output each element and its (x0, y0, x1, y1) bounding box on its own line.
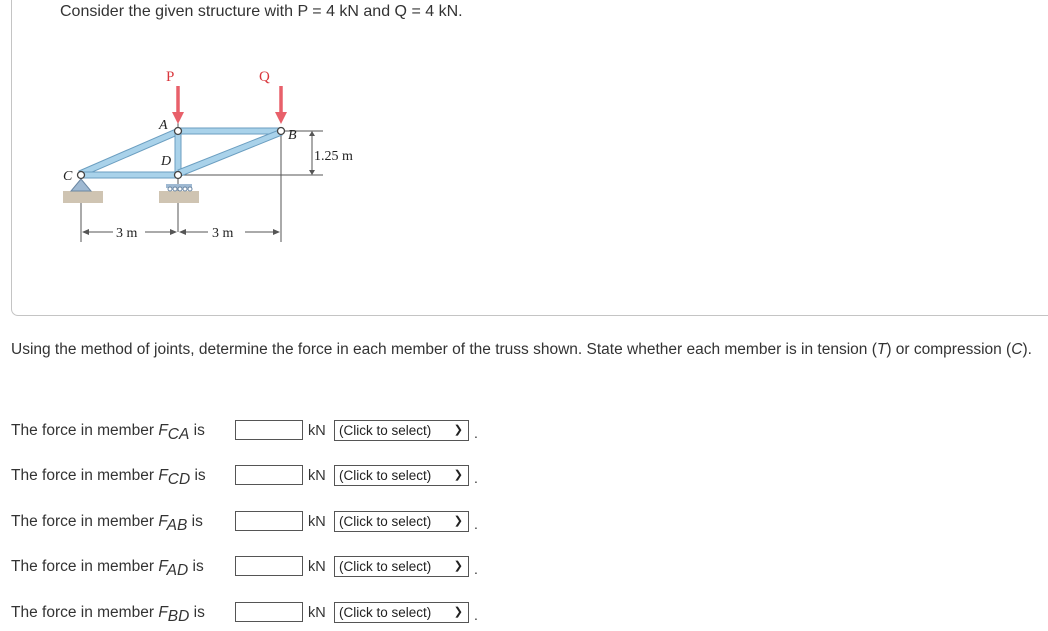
dim-arrowhead (309, 131, 315, 136)
joint-b-label: B (288, 128, 297, 143)
unit-label: kN (308, 423, 326, 439)
force-input-ad[interactable] (235, 556, 303, 576)
load-q-label: Q (259, 69, 270, 85)
question-text: Using the method of joints, determine the force in each member of the truss shown. State whether each member is in tension (T) or compression (C). (11, 341, 1032, 358)
force-input-cd[interactable] (235, 465, 303, 485)
joint-b (278, 128, 285, 135)
member-cd (79, 172, 178, 178)
chevron-down-icon: ❯ (453, 424, 463, 436)
answer-label: The force in member FAD is (11, 558, 204, 579)
period: . (474, 516, 478, 532)
unit-label: kN (308, 559, 326, 575)
member-ab (179, 128, 281, 134)
load-p-label: P (166, 69, 175, 85)
unit-label: kN (308, 468, 326, 484)
chevron-down-icon: ❯ (453, 606, 463, 618)
chevron-down-icon: ❯ (453, 515, 463, 527)
joint-a (175, 128, 182, 135)
ground-right (159, 191, 199, 203)
force-input-bd[interactable] (235, 602, 303, 622)
answer-label: The force in member FBD is (11, 604, 205, 625)
period: . (474, 470, 478, 486)
dim-arrowhead (273, 229, 280, 235)
dim-arrowhead (170, 229, 177, 235)
roller-support (168, 187, 192, 191)
dim-arrowhead (82, 229, 89, 235)
height-dim-label: 1.25 m (314, 149, 353, 164)
pin-support (71, 179, 91, 191)
joint-c (78, 172, 85, 179)
chevron-down-icon: ❯ (453, 469, 463, 481)
member-ad (175, 132, 181, 174)
answer-label: The force in member FCD is (11, 467, 206, 488)
period: . (474, 561, 478, 577)
tension-compression-select-ab[interactable]: (Click to select) ❯ (334, 511, 469, 532)
joint-d (175, 172, 182, 179)
period: . (474, 607, 478, 623)
joint-d-label: D (161, 154, 172, 169)
truss-figure (55, 62, 385, 252)
member-bd (178, 130, 282, 176)
answer-label: The force in member FAB is (11, 513, 203, 534)
joint-c-label: C (63, 169, 73, 184)
tension-compression-select-ca[interactable]: (Click to select) ❯ (334, 420, 469, 441)
force-input-ab[interactable] (235, 511, 303, 531)
ground-left (63, 191, 103, 203)
unit-label: kN (308, 514, 326, 530)
dim-arrowhead (309, 170, 315, 175)
chevron-down-icon: ❯ (453, 560, 463, 572)
tension-compression-select-cd[interactable]: (Click to select) ❯ (334, 465, 469, 486)
tension-compression-select-ad[interactable]: (Click to select) ❯ (334, 556, 469, 577)
span-left-label: 3 m (116, 226, 138, 241)
joint-a-label: A (159, 118, 168, 133)
tension-compression-select-bd[interactable]: (Click to select) ❯ (334, 602, 469, 623)
answer-label: The force in member FCA is (11, 422, 205, 443)
load-q-arrowhead (275, 112, 287, 124)
unit-label: kN (308, 605, 326, 621)
period: . (474, 425, 478, 441)
load-p-arrowhead (172, 112, 184, 124)
force-input-ca[interactable] (235, 420, 303, 440)
dim-arrowhead (179, 229, 186, 235)
problem-statement: Consider the given structure with P = 4 kN and Q = 4 kN. (60, 3, 463, 20)
span-right-label: 3 m (212, 226, 234, 241)
